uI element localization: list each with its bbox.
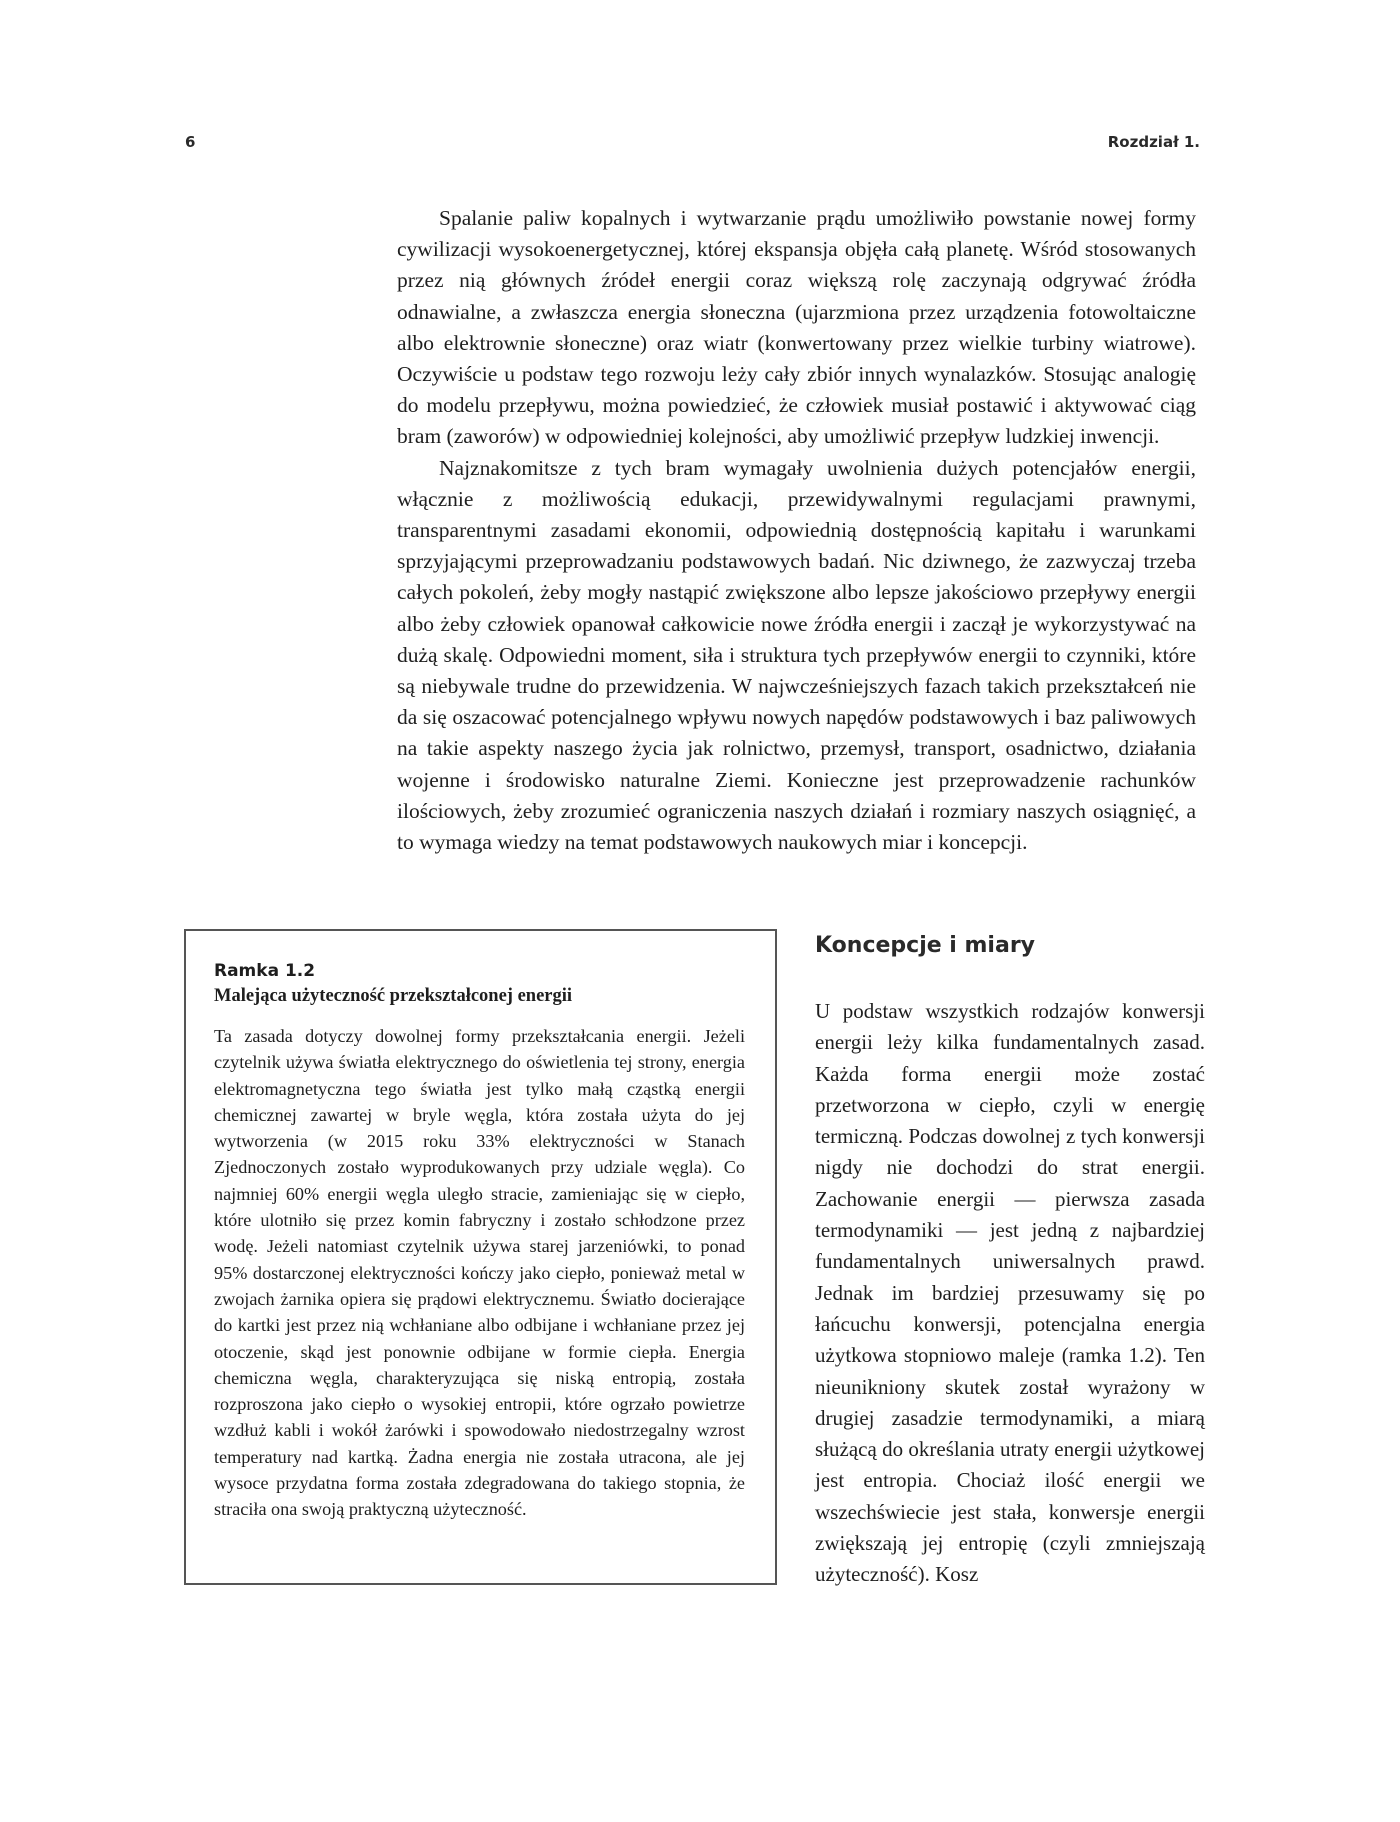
running-header: Rozdział 1. [1107, 133, 1200, 151]
box-label: Ramka 1.2 [214, 961, 316, 981]
page-number: 6 [185, 133, 196, 151]
sidebar-box [184, 929, 777, 1585]
box-body: Ta zasada dotyczy dowolnej formy przekształcania energii. Jeżeli czytelnik używa światła elektrycznego do oświetlenia tej strony, energia elektromagnetyczna tego światła jest tylko małą cząstką energii chemicznej zawartej w bryle węgla, która została użyta do jej wytworzenia (w 2015 roku 33% elektryczności w Stanach Zjednoczonych zostało wyprodukowanych przy udziale węgla). Co najmniej 60% energii węgla uległo stracie, zamieniając się w ciepło, które ulotniło się przez komin fabryczny i zostało schłodzone przez wodę. Jeżeli natomiast czytelnik używa starej jarzeniówki, to ponad 95% dostarczonej elektryczności kończy jako ciepło, ponieważ metal w zwojach żarnika opiera się prądowi elektrycznemu. Światło docierające do kartki jest przez nią wchłaniane albo odbijane i wchłaniane przez jej otoczenie, skąd jest ponownie odbijane w formie ciepła. Energia chemiczna węgla, charakteryzująca się niską entropią, została rozproszona jako ciepło o wysokiej entropii, które ogrzało powietrze wzdłuż kabli i wokół żarówki i spowodowało niedostrzegalny wzrost temperatury nad kartką. Żadna energia nie została utracona, ale jej wysoce przydatna forma została zdegradowana do takiego stopnia, że straciła ona swoją praktyczną użyteczność. [214, 1026, 745, 1520]
section-heading: Koncepcje i miary [815, 933, 1036, 958]
paragraph: Spalanie paliw kopalnych i wytwarzanie prądu umożliwiło powstanie nowej formy cywilizacji wysokoenergetycznej, której ekspansja objęła całą planetę. Wśród stosowanych przez nią głównych źródeł energii coraz większą rolę zaczynają odgrywać źródła odnawialne, a zwłaszcza energia słoneczna (ujarzmiona przez urządzenia fotowoltaiczne albo elektrownie słoneczne) oraz wiatr (konwertowany przez wielkie turbiny wiatrowe). Oczywiście u podstaw tego rozwoju leży cały zbiór innych wynalazków. Stosując analogię do modelu przepływu, można powiedzieć, że człowiek musiał postawić i aktywować ciąg bram (zaworów) w odpowiedniej kolejności, aby umożliwić przepływ ludzkiej inwencji. [397, 206, 1196, 449]
main-text [397, 203, 1196, 858]
section-body: U podstaw wszystkich rodzajów konwersji energii leży kilka fundamentalnych zasad. Każda forma energii może zostać przetworzona w ciepło, czyli w energię termiczną. Podczas dowolnej z tych konwersji nigdy nie dochodzi do strat energii. Zachowanie energii — pierwsza zasada termodynamiki — jest jedną z najbardziej fundamentalnych uniwersalnych prawd. Jednak im bardziej przesuwamy się po łańcuchu konwersji, potencjalna energia użytkowa stopniowo maleje (ramka 1.2). Ten nieunikniony skutek został wyrażony w drugiej zasadzie termodynamiki, a miarą służącą do określania utraty energii użytkowej jest entropia. Chociaż ilość energii we wszechświecie jest stała, konwersje energii zwiększają jej entropię (czyli zmniejszają użyteczność). Kosz [815, 999, 1205, 1587]
paragraph: Najznakomitsze z tych bram wymagały uwolnienia dużych potencjałów energii, włącznie z możliwością edukacji, przewidywalnymi regulacjami prawnymi, transparentnymi zasadami ekonomii, odpowiednią dostępnością kapitału i warunkami sprzyjającymi przeprowadzaniu podstawowych badań. Nic dziwnego, że zazwyczaj trzeba całych pokoleń, żeby mogły nastąpić zwiększone albo lepsze jakościowo przepływy energii albo żeby człowiek opanował całkowicie nowe źródła energii i zaczął je wykorzystywać na dużą skalę. Odpowiedni moment, siła i struktura tych przepływów energii to czynniki, które są niebywale trudne do przewidzenia. W najwcześniejszych fazach takich przekształceń nie da się oszacować potencjalnego wpływu nowych napędów podstawowych i baz paliwowych na takie aspekty naszego życia jak rolnictwo, przemysł, transport, osadnictwo, działania wojenne i środowisko naturalne Ziemi. Konieczne jest przeprowadzenie rachunków ilościowych, żeby zrozumieć ograniczenia naszych działań i rozmiary naszych osiągnięć, a to wymaga wiedzy na temat podstawowych naukowych miar i koncepcji. [397, 455, 1196, 855]
box-title: Malejąca użyteczność przekształconej energii [214, 986, 573, 1006]
